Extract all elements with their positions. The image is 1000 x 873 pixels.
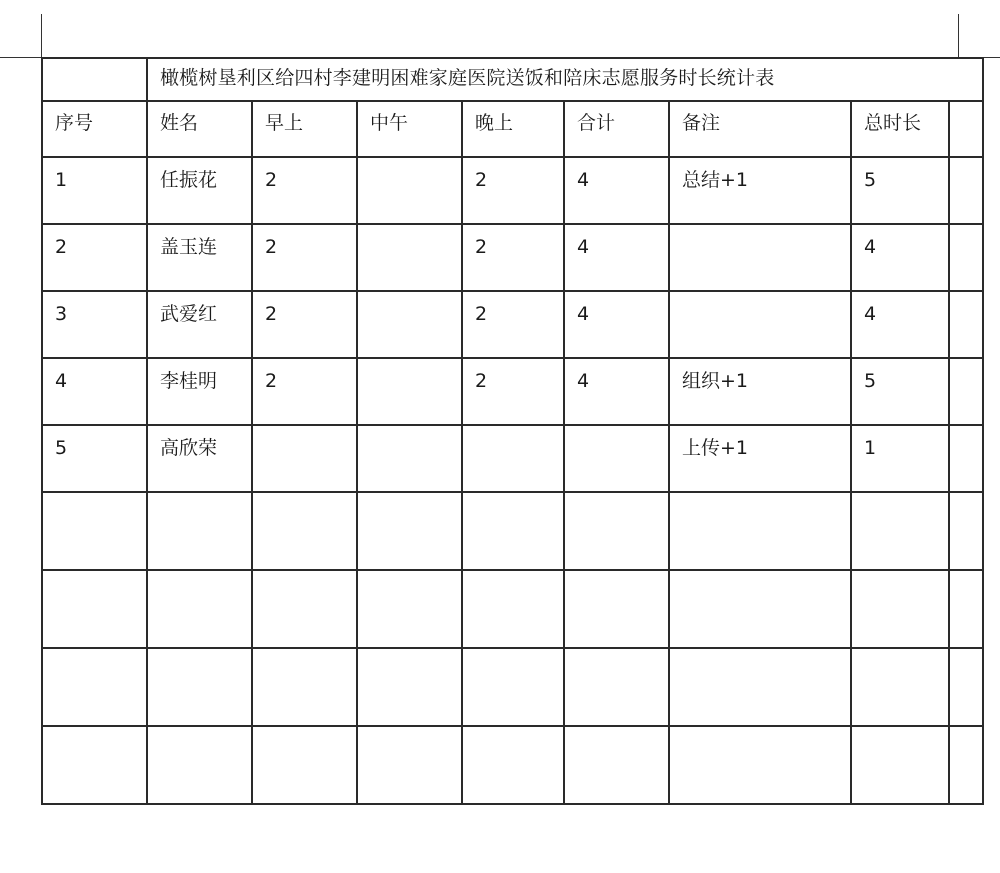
table-cell[interactable]	[147, 570, 252, 648]
table-cell[interactable]: 2	[462, 358, 564, 425]
table-cell[interactable]	[949, 358, 983, 425]
table-cell[interactable]: 4	[564, 358, 669, 425]
table-cell[interactable]	[42, 570, 147, 648]
table-cell[interactable]: 武爱红	[147, 291, 252, 358]
title-blank-cell[interactable]	[42, 58, 147, 101]
table-row	[42, 570, 983, 648]
table-cell[interactable]	[357, 157, 462, 224]
table-row	[42, 157, 983, 224]
table-cell[interactable]: 2	[252, 157, 357, 224]
table-cell[interactable]: 2	[42, 224, 147, 291]
header-cell-index[interactable]: 序号	[42, 101, 147, 157]
table-cell[interactable]: 2	[252, 358, 357, 425]
table-cell[interactable]	[462, 726, 564, 804]
table-cell[interactable]: 1	[851, 425, 949, 492]
table-body	[42, 58, 983, 804]
table-cell[interactable]	[949, 425, 983, 492]
table-cell[interactable]	[147, 492, 252, 570]
table-cell[interactable]	[357, 726, 462, 804]
table-cell[interactable]	[949, 291, 983, 358]
table-title[interactable]: 橄榄树垦利区给四村李建明困难家庭医院送饭和陪床志愿服务时长统计表	[147, 58, 983, 101]
table-cell[interactable]	[252, 726, 357, 804]
table-cell[interactable]	[851, 648, 949, 726]
table-cell[interactable]: 组织+1	[669, 358, 851, 425]
table-cell[interactable]	[462, 492, 564, 570]
table-cell[interactable]: 2	[462, 291, 564, 358]
table-cell[interactable]: 4	[42, 358, 147, 425]
table-cell[interactable]	[42, 492, 147, 570]
table-row	[42, 492, 983, 570]
table-cell[interactable]	[357, 358, 462, 425]
title-row	[42, 58, 983, 101]
table-cell[interactable]	[462, 425, 564, 492]
table-cell[interactable]	[564, 492, 669, 570]
header-cell-noon[interactable]: 中午	[357, 101, 462, 157]
table-cell[interactable]	[851, 726, 949, 804]
table-cell[interactable]: 4	[851, 224, 949, 291]
table-cell[interactable]	[42, 648, 147, 726]
table-cell[interactable]	[564, 648, 669, 726]
table-row	[42, 726, 983, 804]
table-cell[interactable]	[147, 726, 252, 804]
table-cell[interactable]	[252, 492, 357, 570]
table-cell[interactable]	[357, 492, 462, 570]
table-cell[interactable]	[564, 570, 669, 648]
table-cell[interactable]: 5	[851, 157, 949, 224]
header-cell-morning[interactable]: 早上	[252, 101, 357, 157]
table-cell[interactable]	[669, 291, 851, 358]
table-cell[interactable]	[357, 291, 462, 358]
header-row	[42, 101, 983, 157]
header-cell-total-hours[interactable]: 总时长	[851, 101, 949, 157]
table-cell[interactable]	[669, 224, 851, 291]
header-cell-name[interactable]: 姓名	[147, 101, 252, 157]
table-cell[interactable]: 2	[252, 291, 357, 358]
table-cell[interactable]: 总结+1	[669, 157, 851, 224]
table-cell[interactable]: 5	[42, 425, 147, 492]
table-row	[42, 291, 983, 358]
table-cell[interactable]	[949, 492, 983, 570]
table-cell[interactable]	[357, 570, 462, 648]
table-cell[interactable]: 2	[462, 157, 564, 224]
table-cell[interactable]	[669, 726, 851, 804]
table-cell[interactable]	[357, 224, 462, 291]
table-cell[interactable]	[949, 648, 983, 726]
table-cell[interactable]	[949, 726, 983, 804]
table-cell[interactable]	[669, 570, 851, 648]
table-cell[interactable]: 高欣荣	[147, 425, 252, 492]
table-cell[interactable]	[357, 648, 462, 726]
table-cell[interactable]	[357, 425, 462, 492]
table-cell[interactable]: 李桂明	[147, 358, 252, 425]
table-cell[interactable]: 4	[564, 291, 669, 358]
table-cell[interactable]	[462, 570, 564, 648]
table-cell[interactable]: 上传+1	[669, 425, 851, 492]
margin-guide-right	[958, 14, 959, 58]
volunteer-hours-table	[41, 57, 984, 805]
table-cell[interactable]: 4	[564, 157, 669, 224]
table-cell[interactable]: 4	[851, 291, 949, 358]
margin-guide-left	[41, 14, 42, 58]
table-cell[interactable]	[564, 425, 669, 492]
table-cell[interactable]	[252, 425, 357, 492]
table-cell[interactable]	[669, 492, 851, 570]
header-cell-remarks[interactable]: 备注	[669, 101, 851, 157]
table-cell[interactable]	[851, 570, 949, 648]
header-cell-subtotal[interactable]: 合计	[564, 101, 669, 157]
table-cell[interactable]	[949, 224, 983, 291]
table-cell[interactable]	[462, 648, 564, 726]
table-row	[42, 648, 983, 726]
table-cell[interactable]	[949, 570, 983, 648]
header-cell-evening[interactable]: 晚上	[462, 101, 564, 157]
header-cell-extra[interactable]	[949, 101, 983, 157]
table-cell[interactable]: 5	[851, 358, 949, 425]
table-row	[42, 224, 983, 291]
table-cell[interactable]: 2	[252, 224, 357, 291]
table-row	[42, 425, 983, 492]
table-cell[interactable]: 盖玉连	[147, 224, 252, 291]
table-cell[interactable]	[147, 648, 252, 726]
table-cell[interactable]: 1	[42, 157, 147, 224]
table-cell[interactable]	[949, 157, 983, 224]
table-cell[interactable]	[252, 648, 357, 726]
table-cell[interactable]	[42, 726, 147, 804]
table-cell[interactable]	[564, 726, 669, 804]
table-cell[interactable]: 3	[42, 291, 147, 358]
table-row	[42, 358, 983, 425]
table-cell[interactable]	[252, 570, 357, 648]
table-cell[interactable]: 任振花	[147, 157, 252, 224]
table-cell[interactable]: 2	[462, 224, 564, 291]
table-cell[interactable]	[669, 648, 851, 726]
table-cell[interactable]	[851, 492, 949, 570]
table-cell[interactable]: 4	[564, 224, 669, 291]
